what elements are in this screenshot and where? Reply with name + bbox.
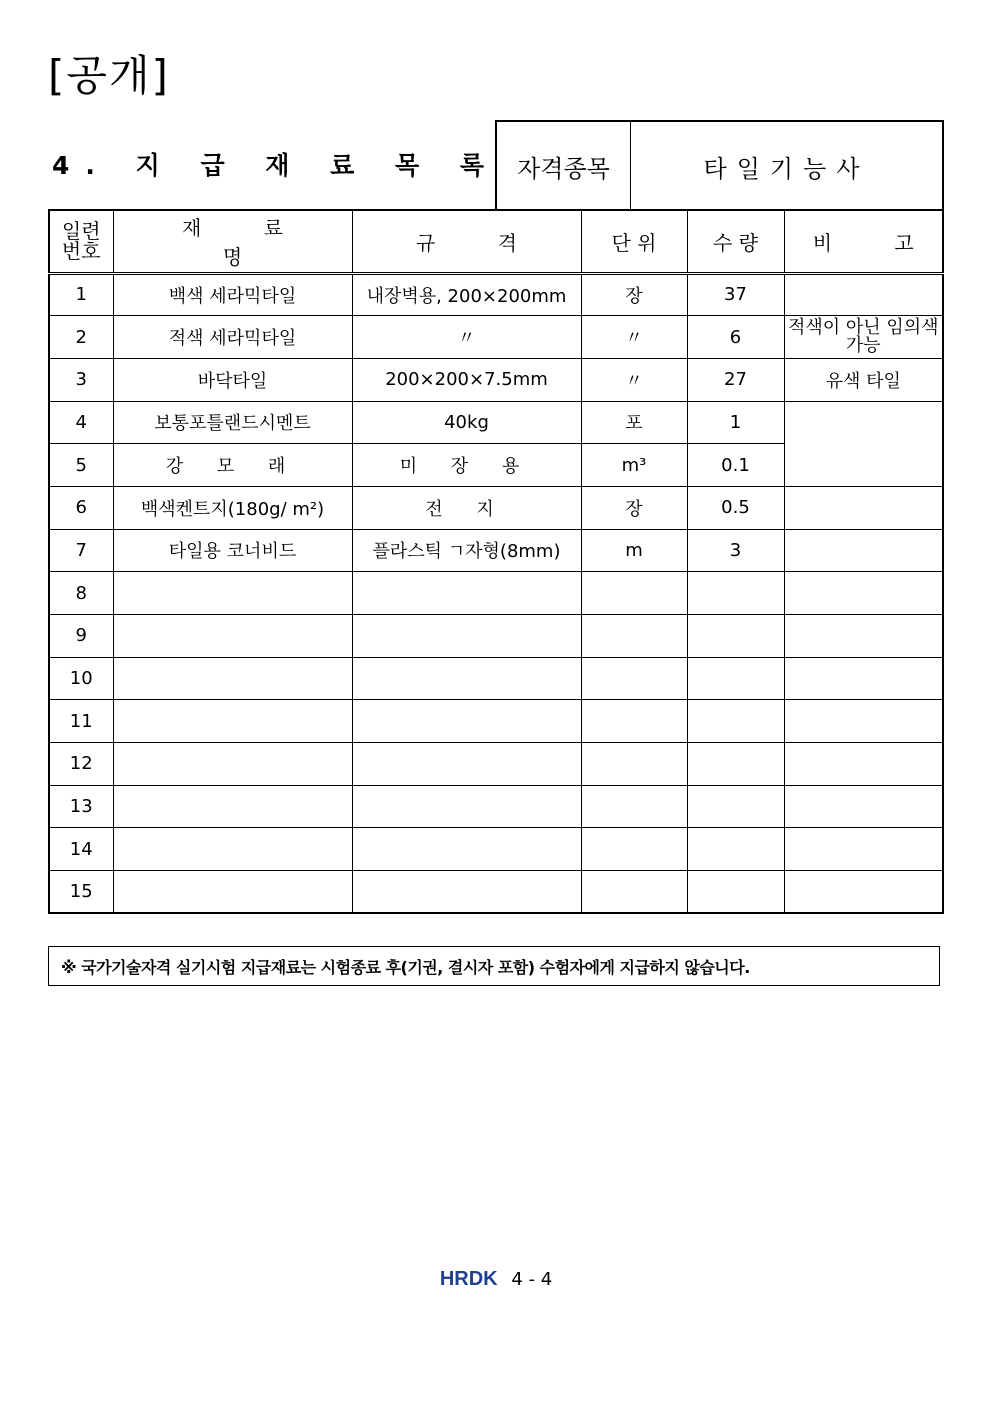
cell-note: 적색이 아닌 임의색 가능 bbox=[784, 316, 943, 359]
header-unit: 단 위 bbox=[581, 210, 687, 273]
cell-name: 백색 세라믹타일 bbox=[113, 273, 352, 316]
cell-note bbox=[784, 401, 943, 486]
cell-no: 9 bbox=[49, 615, 113, 658]
page-footer bbox=[0, 1268, 992, 1291]
table-row bbox=[49, 615, 943, 658]
header-note: 비 고 bbox=[784, 210, 943, 273]
cell-note bbox=[784, 657, 943, 700]
cell-name: 보통포틀랜드시멘트 bbox=[113, 401, 352, 444]
cell-qty bbox=[687, 700, 784, 743]
cell-qty bbox=[687, 743, 784, 786]
table-row bbox=[49, 486, 943, 529]
document-header bbox=[48, 120, 942, 210]
cell-name bbox=[113, 743, 352, 786]
cell-name: 강 모 래 bbox=[113, 444, 352, 487]
cell-no: 2 bbox=[49, 316, 113, 359]
cell-name bbox=[113, 700, 352, 743]
cell-unit: 장 bbox=[581, 486, 687, 529]
table-row bbox=[49, 273, 943, 316]
cell-no: 14 bbox=[49, 828, 113, 871]
table-row bbox=[49, 316, 943, 359]
cell-spec: 미 장 용 bbox=[352, 444, 581, 487]
cell-no: 5 bbox=[49, 444, 113, 487]
cell-qty bbox=[687, 615, 784, 658]
cell-note bbox=[784, 828, 943, 871]
cell-note bbox=[784, 615, 943, 658]
cell-unit bbox=[581, 657, 687, 700]
header-name: 재 료 명 bbox=[113, 210, 352, 273]
header-no: 일련 번호 bbox=[49, 210, 113, 273]
cell-no: 8 bbox=[49, 572, 113, 615]
cell-spec: 〃 bbox=[352, 316, 581, 359]
cell-spec bbox=[352, 785, 581, 828]
cell-spec bbox=[352, 700, 581, 743]
cell-qty bbox=[687, 828, 784, 871]
cell-spec bbox=[352, 615, 581, 658]
cell-name bbox=[113, 572, 352, 615]
cell-spec: 플라스틱 ㄱ자형(8mm) bbox=[352, 529, 581, 572]
table-header-row bbox=[49, 210, 943, 273]
cell-unit: 포 bbox=[581, 401, 687, 444]
table-row bbox=[49, 401, 943, 444]
cell-spec bbox=[352, 572, 581, 615]
cell-unit bbox=[581, 615, 687, 658]
cell-qty: 0.1 bbox=[687, 444, 784, 487]
table-row bbox=[49, 358, 943, 401]
table-row bbox=[49, 828, 943, 871]
header-spec: 규 격 bbox=[352, 210, 581, 273]
cell-name: 바닥타일 bbox=[113, 358, 352, 401]
cell-unit bbox=[581, 743, 687, 786]
cell-qty: 0.5 bbox=[687, 486, 784, 529]
cell-note bbox=[784, 273, 943, 316]
section-title: 4. 지 급 재 료 목 록 bbox=[52, 151, 501, 180]
cell-no: 11 bbox=[49, 700, 113, 743]
cell-qty: 27 bbox=[687, 358, 784, 401]
cell-qty: 6 bbox=[687, 316, 784, 359]
cell-note bbox=[784, 529, 943, 572]
cell-unit: m³ bbox=[581, 444, 687, 487]
qualification-label: 자격종목 bbox=[497, 122, 631, 210]
cell-unit: 〃 bbox=[581, 358, 687, 401]
cell-qty: 1 bbox=[687, 401, 784, 444]
hrdk-logo: HRDK bbox=[439, 1268, 498, 1290]
notice-text: ※ 국가기술자격 실기시험 지급재료는 시험종료 후(기권, 결시자 포함) 수험자에게 지급하지 않습니다. bbox=[48, 946, 940, 986]
cell-qty bbox=[687, 657, 784, 700]
cell-no: 13 bbox=[49, 785, 113, 828]
cell-spec bbox=[352, 871, 581, 914]
qualification-box bbox=[495, 120, 944, 210]
header-qty: 수 량 bbox=[687, 210, 784, 273]
cell-name: 타일용 코너비드 bbox=[113, 529, 352, 572]
cell-name: 적색 세라믹타일 bbox=[113, 316, 352, 359]
cell-note bbox=[784, 743, 943, 786]
cell-spec: 내장벽용, 200×200mm bbox=[352, 273, 581, 316]
cell-no: 6 bbox=[49, 486, 113, 529]
cell-spec: 200×200×7.5mm bbox=[352, 358, 581, 401]
cell-unit bbox=[581, 700, 687, 743]
cell-note: 유색 타일 bbox=[784, 358, 943, 401]
cell-name bbox=[113, 657, 352, 700]
cell-no: 15 bbox=[49, 871, 113, 914]
table-row bbox=[49, 657, 943, 700]
cell-unit: m bbox=[581, 529, 687, 572]
disclosure-tag: [공개] bbox=[48, 51, 170, 100]
table-row bbox=[49, 700, 943, 743]
cell-spec: 전 지 bbox=[352, 486, 581, 529]
cell-no: 10 bbox=[49, 657, 113, 700]
cell-qty bbox=[687, 572, 784, 615]
cell-note bbox=[784, 486, 943, 529]
table-row bbox=[49, 743, 943, 786]
table-row bbox=[49, 529, 943, 572]
cell-unit: 〃 bbox=[581, 316, 687, 359]
cell-unit bbox=[581, 785, 687, 828]
cell-qty: 37 bbox=[687, 273, 784, 316]
cell-note bbox=[784, 785, 943, 828]
qualification-value: 타일기능사 bbox=[703, 154, 870, 183]
cell-no: 12 bbox=[49, 743, 113, 786]
materials-table bbox=[48, 209, 944, 914]
cell-name bbox=[113, 871, 352, 914]
cell-no: 1 bbox=[49, 273, 113, 316]
cell-qty bbox=[687, 871, 784, 914]
cell-name bbox=[113, 615, 352, 658]
cell-no: 3 bbox=[49, 358, 113, 401]
cell-no: 4 bbox=[49, 401, 113, 444]
cell-spec bbox=[352, 828, 581, 871]
cell-name: 백색켄트지(180g/ m²) bbox=[113, 486, 352, 529]
cell-unit bbox=[581, 871, 687, 914]
cell-note bbox=[784, 700, 943, 743]
cell-no: 7 bbox=[49, 529, 113, 572]
cell-unit: 장 bbox=[581, 273, 687, 316]
cell-unit bbox=[581, 572, 687, 615]
cell-name bbox=[113, 785, 352, 828]
page-number: 4 - 4 bbox=[511, 1269, 553, 1290]
table-row bbox=[49, 785, 943, 828]
table-row bbox=[49, 572, 943, 615]
cell-spec bbox=[352, 743, 581, 786]
cell-note bbox=[784, 572, 943, 615]
cell-note bbox=[784, 871, 943, 914]
cell-qty: 3 bbox=[687, 529, 784, 572]
cell-spec bbox=[352, 657, 581, 700]
cell-qty bbox=[687, 785, 784, 828]
cell-name bbox=[113, 828, 352, 871]
cell-unit bbox=[581, 828, 687, 871]
table-row bbox=[49, 871, 943, 914]
cell-spec: 40kg bbox=[352, 401, 581, 444]
